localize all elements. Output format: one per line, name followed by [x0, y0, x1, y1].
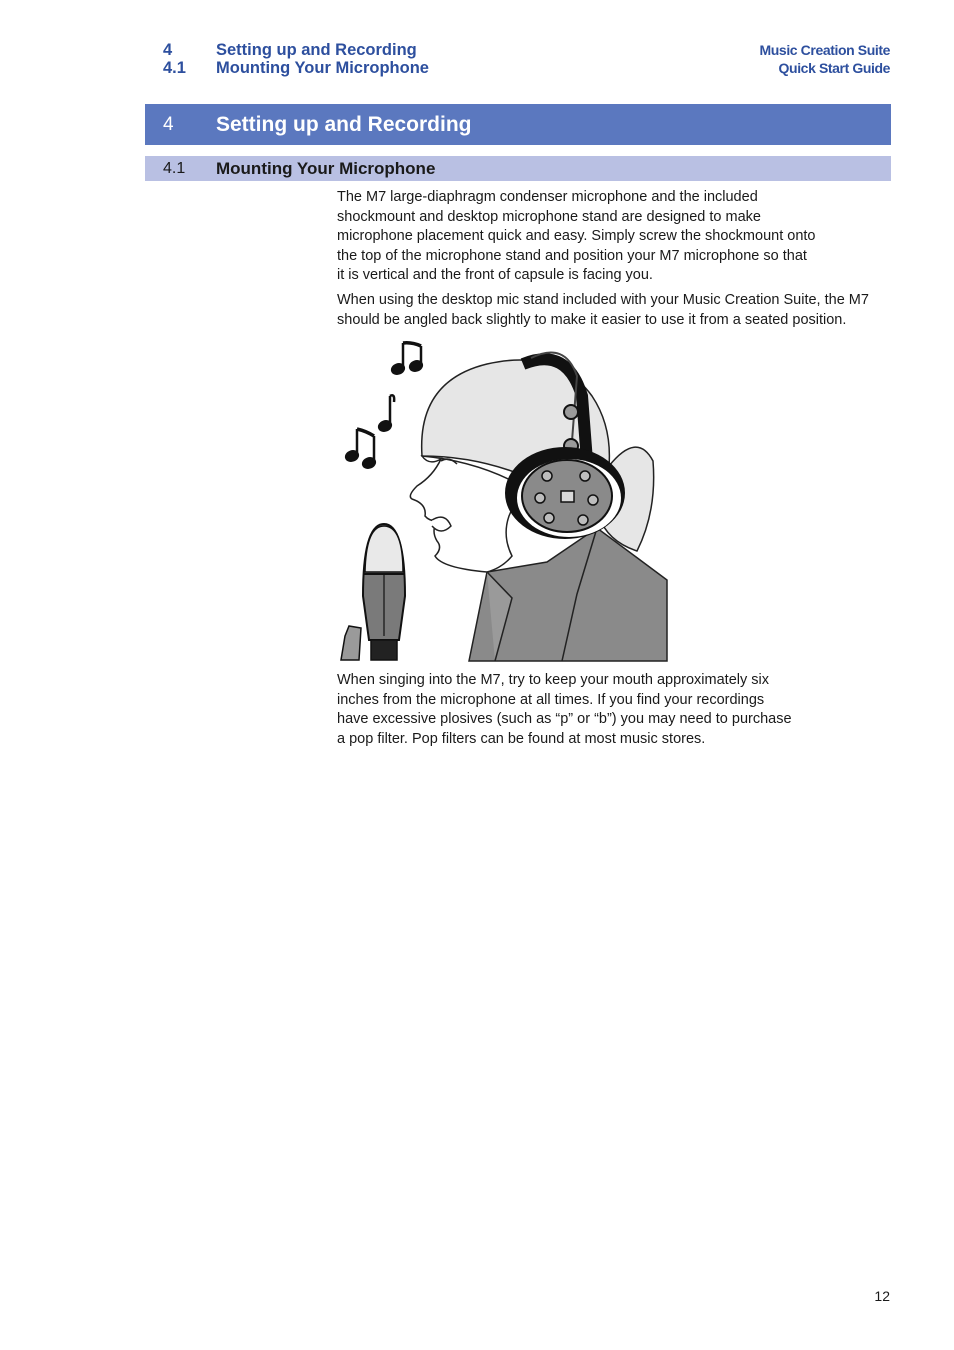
chapter-title: Setting up and Recording: [216, 41, 417, 59]
singer-with-headphones-illustration: [337, 336, 673, 662]
paragraph-mounting: The M7 large-diaphragm condenser microphone and the included shockmount and desktop microphone stand are designed to make microphone placement quick and easy. Simply screw the shockmount onto the top of the microphone stand and position your M7 microphone so that it is vertical and the front of capsule is facing you.: [337, 189, 816, 284]
page-number: 12: [874, 1288, 890, 1304]
guide-name: Quick Start Guide: [778, 60, 890, 76]
running-header-section: [163, 59, 429, 77]
music-notes-icon: [345, 343, 423, 469]
chapter-heading: [145, 104, 891, 145]
section-heading-title: Mounting Your Microphone: [216, 158, 436, 178]
chapter-number: 4: [163, 41, 173, 59]
section-heading-number: 4.1: [163, 159, 186, 177]
section-number: 4.1: [163, 59, 186, 77]
product-name: Music Creation Suite: [759, 42, 890, 58]
running-header-sections: [163, 41, 429, 77]
chapter-heading-number: 4: [163, 113, 174, 135]
paragraph-stand-angle: When using the desktop mic stand included with your Music Creation Suite, the M7 should be angled back slightly to make it easier to use it from a seated position.: [337, 292, 869, 328]
running-header-product: [760, 41, 890, 77]
paragraph-singing-distance: When singing into the M7, try to keep your mouth approximately six inches from the microphone at all times. If you find your recordings have excessive plosives (such as “p” or “b”) you may need to purchase a pop filter. Pop filters can be found at most music stores.: [337, 672, 792, 747]
chapter-heading-title: Setting up and Recording: [216, 112, 472, 136]
microphone-icon: [341, 524, 405, 660]
section-title: Mounting Your Microphone: [216, 59, 429, 77]
running-header-chapter: [163, 41, 429, 59]
section-heading: [145, 156, 891, 181]
